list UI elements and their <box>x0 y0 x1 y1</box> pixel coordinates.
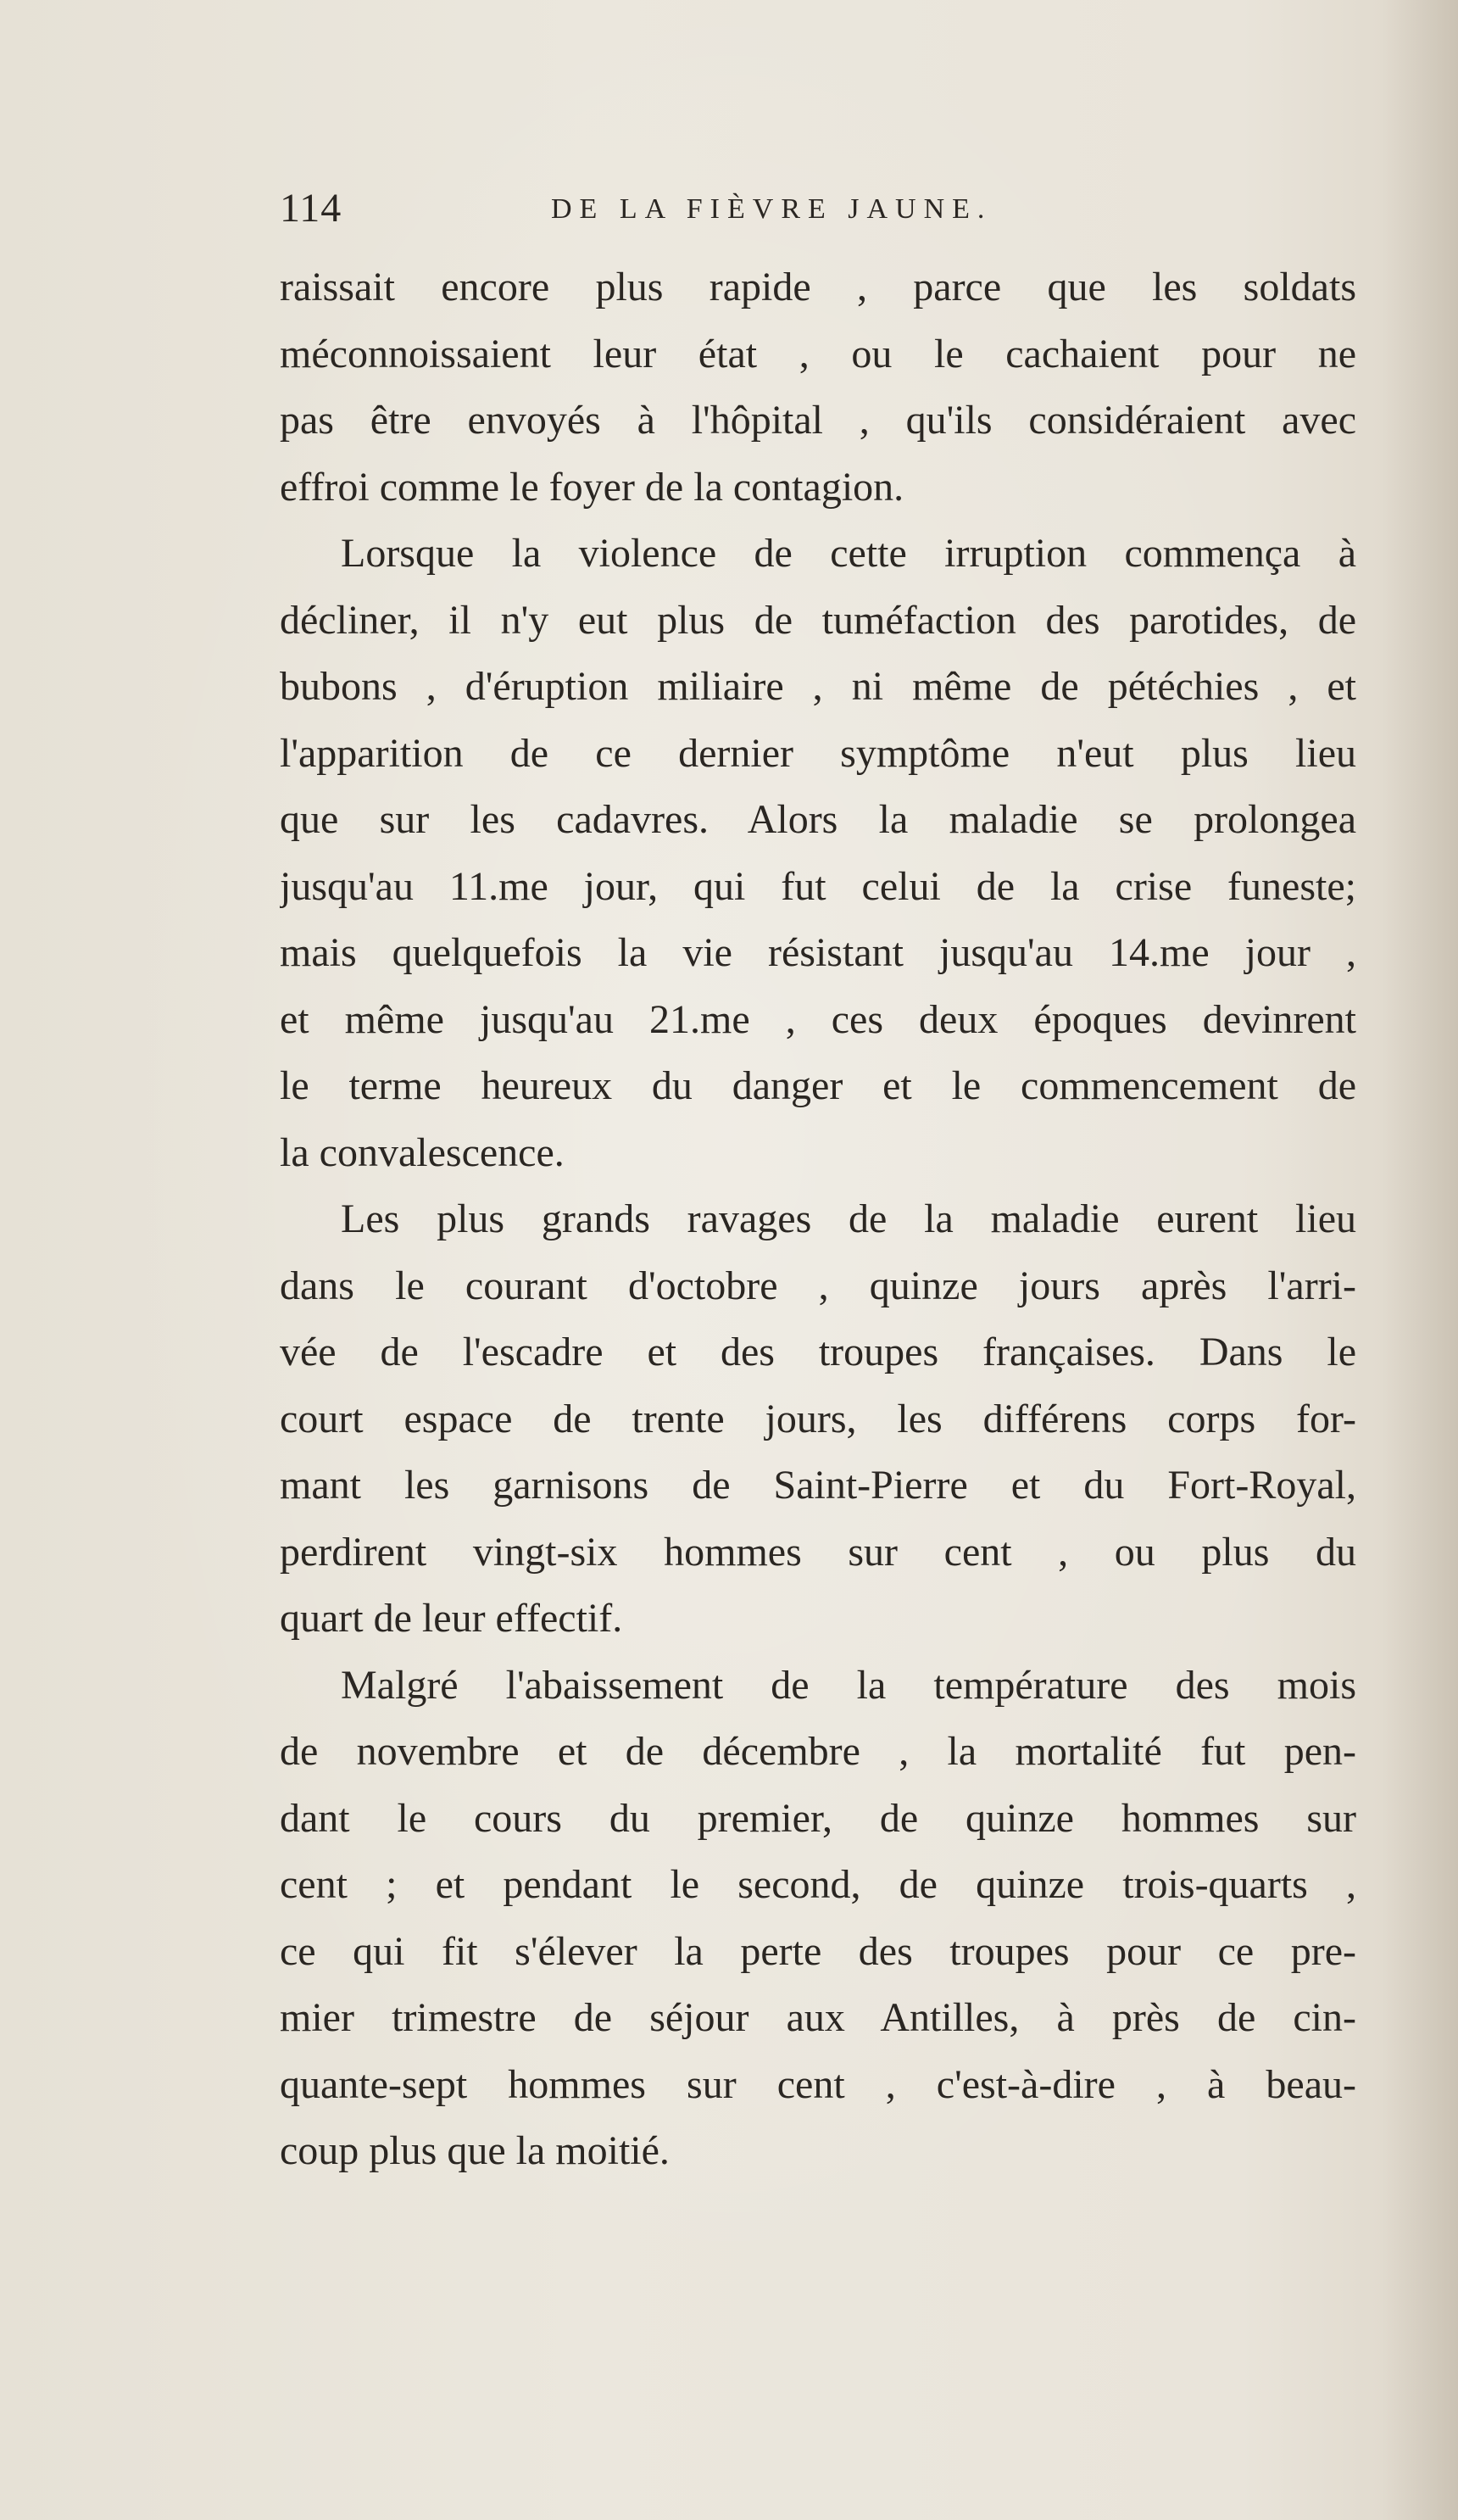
paragraph-first-line: Les plus grands ravages de la maladie eurent lieu <box>341 1196 1356 1241</box>
text-line: coup plus que la moitié. <box>280 2128 670 2173</box>
text-line: de novembre et de décembre , la mortalité fut pen- <box>280 1729 1356 1774</box>
text-line: et même jusqu'au 21.me , ces deux époques devinrent <box>280 996 1356 1042</box>
text-line: ce qui fit s'élever la perte des troupes pour ce pre- <box>280 1928 1356 1974</box>
text-line: la convalescence. <box>280 1129 565 1175</box>
paragraph-first-line: Malgré l'abaissement de la température des mois <box>341 1662 1356 1708</box>
text-line: effroi comme le foyer de la contagion. <box>280 464 904 510</box>
text-line: l'apparition de ce dernier symptôme n'eut plus lieu <box>280 730 1356 776</box>
text-line: vée de l'escadre et des troupes françaises. Dans le <box>280 1330 1356 1374</box>
text-line: quante-sept hommes sur cent , c'est-à-dire , à beau- <box>280 2061 1356 2107</box>
body-text <box>280 254 1356 2185</box>
running-title: DE LA FIÈVRE JAUNE. <box>551 193 993 225</box>
text-line: dans le courant d'octobre , quinze jours après l'arri- <box>280 1263 1356 1308</box>
text-line: perdirent vingt-six hommes sur cent , ou plus du <box>280 1529 1356 1575</box>
text-line: court espace de trente jours, les différens corps for- <box>280 1396 1356 1441</box>
text-line: quart de leur effectif. <box>280 1596 623 1641</box>
text-line: dant le cours du premier, de quinze hommes sur <box>280 1795 1356 1841</box>
page-number: 114 <box>280 186 342 231</box>
text-line: raissait encore plus rapide , parce que les soldats <box>280 265 1356 309</box>
page-gutter-shadow <box>1382 0 1458 2520</box>
text-line: mais quelquefois la vie résistant jusqu'au 14.me jour , <box>280 930 1356 975</box>
paragraph-first-line: Lorsque la violence de cette irruption commença à <box>341 531 1356 576</box>
text-line: méconnoissaient leur état , ou le cachaient pour ne <box>280 331 1356 376</box>
text-line: pas être envoyés à l'hôpital , qu'ils considéraient avec <box>280 398 1356 443</box>
running-header <box>280 185 1365 236</box>
text-line: mier trimestre de séjour aux Antilles, à près de cin- <box>280 1995 1356 2040</box>
text-line: mant les garnisons de Saint-Pierre et du Fort-Royal, <box>280 1463 1356 1508</box>
text-line: que sur les cadavres. Alors la maladie se prolongea <box>280 797 1356 842</box>
text-line: bubons , d'éruption miliaire , ni même de pétéchies , et <box>280 664 1356 709</box>
text-line: jusqu'au 11.me jour, qui fut celui de la crise funeste; <box>280 863 1356 909</box>
text-line: cent ; et pendant le second, de quinze trois-quarts , <box>280 1862 1356 1907</box>
text-line: décliner, il n'y eut plus de tuméfaction des parotides, de <box>280 597 1356 643</box>
text-line: le terme heureux du danger et le commencement de <box>280 1063 1356 1108</box>
